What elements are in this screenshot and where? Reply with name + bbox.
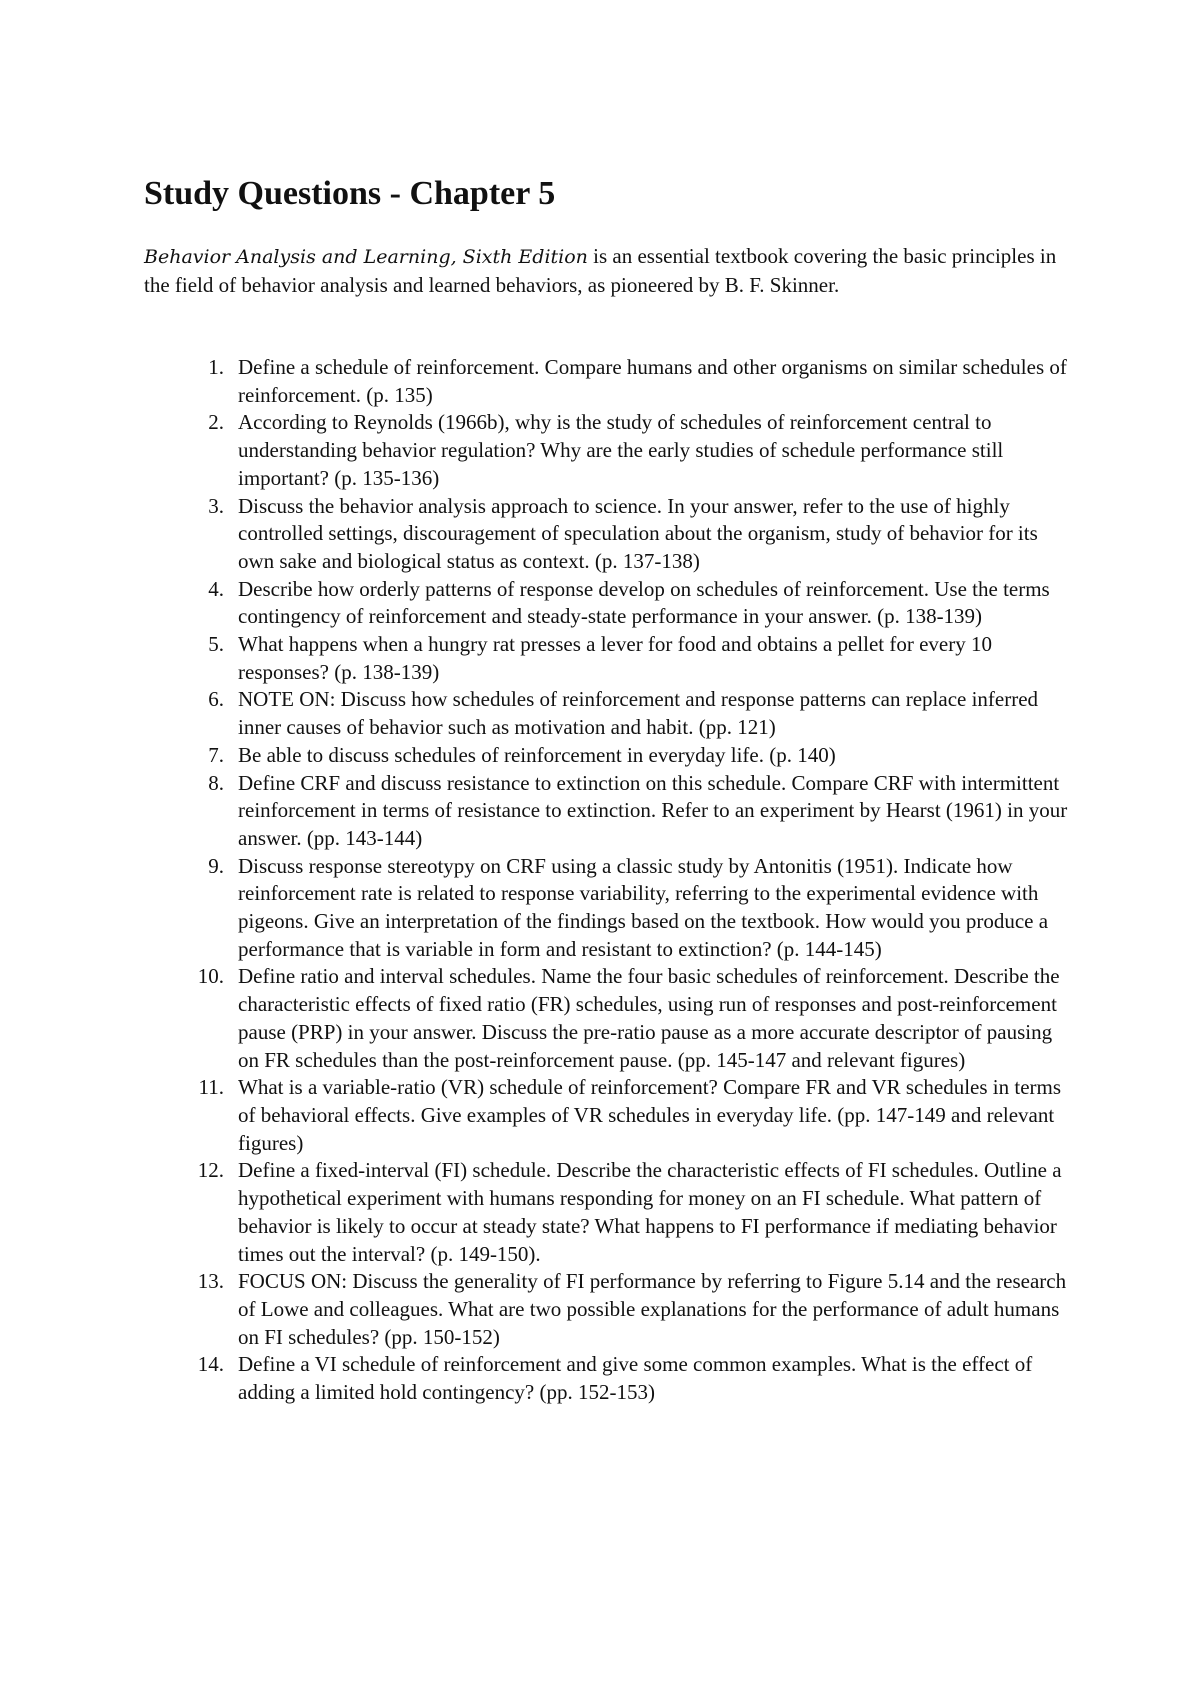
question-text: What happens when a hungry rat presses a lever for food and obtains a pellet for every 10 responses? (p. 138-139) bbox=[238, 632, 992, 684]
question-number: 9. bbox=[208, 853, 224, 878]
question-number: 3. bbox=[208, 493, 224, 518]
question-number: 11. bbox=[198, 1075, 224, 1100]
intro-paragraph bbox=[144, 242, 1074, 299]
question-text: Discuss response stereotypy on CRF using a classic study by Antonitis (1951). Indicate how reinforcement rate is related to response variability, referring to the experimental evidence with pigeons. Give an interpretation of the findings based on the textbook. How would you produce a performance that is variable in form and resistant to extinction? (p. 144-145) bbox=[238, 853, 1049, 961]
question-item bbox=[144, 409, 1074, 492]
question-text: Define a schedule of reinforcement. Compare humans and other organisms on similar schedules of reinforcement. (p. 135) bbox=[238, 355, 1067, 407]
question-text: Define a VI schedule of reinforcement and give some common examples. What is the effect of adding a limited hold contingency? (pp. 152-153) bbox=[238, 1352, 1033, 1405]
question-number: 7. bbox=[208, 742, 224, 767]
question-text: Discuss the behavior analysis approach to science. In your answer, refer to the use of highly controlled settings, discouragement of speculation about the organism, study of behavior for its own sake and biological status as context. (p. 137-138) bbox=[238, 493, 1038, 573]
question-item bbox=[144, 1157, 1074, 1268]
question-text: Be able to discuss schedules of reinforcement in everyday life. (p. 140) bbox=[238, 742, 836, 767]
question-number: 2. bbox=[208, 410, 224, 435]
question-item bbox=[144, 1351, 1074, 1406]
question-text: Define CRF and discuss resistance to extinction on this schedule. Compare CRF with intermittent reinforcement in terms of resistance to extinction. Refer to an experiment by Hearst (1961) in your answer. (pp. 143-144) bbox=[238, 770, 1068, 850]
question-item bbox=[144, 742, 1074, 770]
question-number: 12. bbox=[197, 1158, 224, 1183]
question-text: What is a variable-ratio (VR) schedule of reinforcement? Compare FR and VR schedules in terms of behavioral effects. Give examples of VR schedules in everyday life. (pp. 147-149 and relevant figures) bbox=[238, 1075, 1062, 1155]
question-item bbox=[144, 686, 1074, 741]
question-item bbox=[144, 493, 1074, 576]
question-item bbox=[144, 354, 1074, 409]
question-item bbox=[144, 1268, 1074, 1351]
questions-list bbox=[144, 354, 1074, 1407]
question-text: NOTE ON: Discuss how schedules of reinforcement and response patterns can replace inferred inner causes of behavior such as motivation and habit. (pp. 121) bbox=[238, 687, 1039, 740]
question-number: 1. bbox=[208, 355, 224, 379]
question-text: Describe how orderly patterns of response develop on schedules of reinforcement. Use the terms contingency of reinforcement and steady-state performance in your answer. (p. 138-139) bbox=[238, 576, 1050, 629]
question-text: Define ratio and interval schedules. Name the four basic schedules of reinforcement. Describe the characteristic effects of fixed ratio (FR) schedules, using run of responses and post-reinforcement pause (PRP) in your answer. Discuss the pre-ratio pause as a more accurate descriptor of pausing on FR schedules than the post-reinforcement pause. (pp. 145-147 and relevant figures) bbox=[238, 964, 1060, 1072]
page-title: Study Questions - Chapter 5 bbox=[144, 175, 556, 212]
question-text: According to Reynolds (1966b), why is the study of schedules of reinforcement central to understanding behavior regulation? Why are the early studies of schedule performance still important? (p. 135-136) bbox=[238, 410, 1004, 490]
question-number: 4. bbox=[208, 576, 224, 601]
question-number: 8. bbox=[208, 770, 224, 795]
question-number: 14. bbox=[197, 1352, 224, 1377]
question-number: 6. bbox=[208, 687, 224, 712]
question-item bbox=[144, 631, 1074, 686]
intro-text: is an essential textbook covering the basic principles in the field of behavior analysis and learned behaviors, as pioneered by B. F. Skinner. bbox=[144, 244, 1057, 297]
question-number: 13. bbox=[197, 1269, 224, 1294]
question-item bbox=[144, 576, 1074, 631]
question-item bbox=[144, 1074, 1074, 1157]
question-text: Define a fixed-interval (FI) schedule. Describe the characteristic effects of FI schedules. Outline a hypothetical experiment with humans responding for money on an FI schedule. What pattern of behavior is likely to occur at steady state? What happens to FI performance if mediating behavior times out the interval? (p. 149-150). bbox=[238, 1158, 1062, 1266]
question-item bbox=[144, 853, 1074, 964]
question-item bbox=[144, 770, 1074, 853]
question-item bbox=[144, 963, 1074, 1074]
book-title: Behavior Analysis and Learning, Sixth Edition bbox=[144, 246, 588, 268]
question-text: FOCUS ON: Discuss the generality of FI performance by referring to Figure 5.14 and the research of Lowe and colleagues. What are two possible explanations for the performance of adult humans on FI schedules? (pp. 150-152) bbox=[238, 1269, 1067, 1349]
question-number: 10. bbox=[197, 964, 224, 989]
question-number: 5. bbox=[208, 632, 224, 657]
